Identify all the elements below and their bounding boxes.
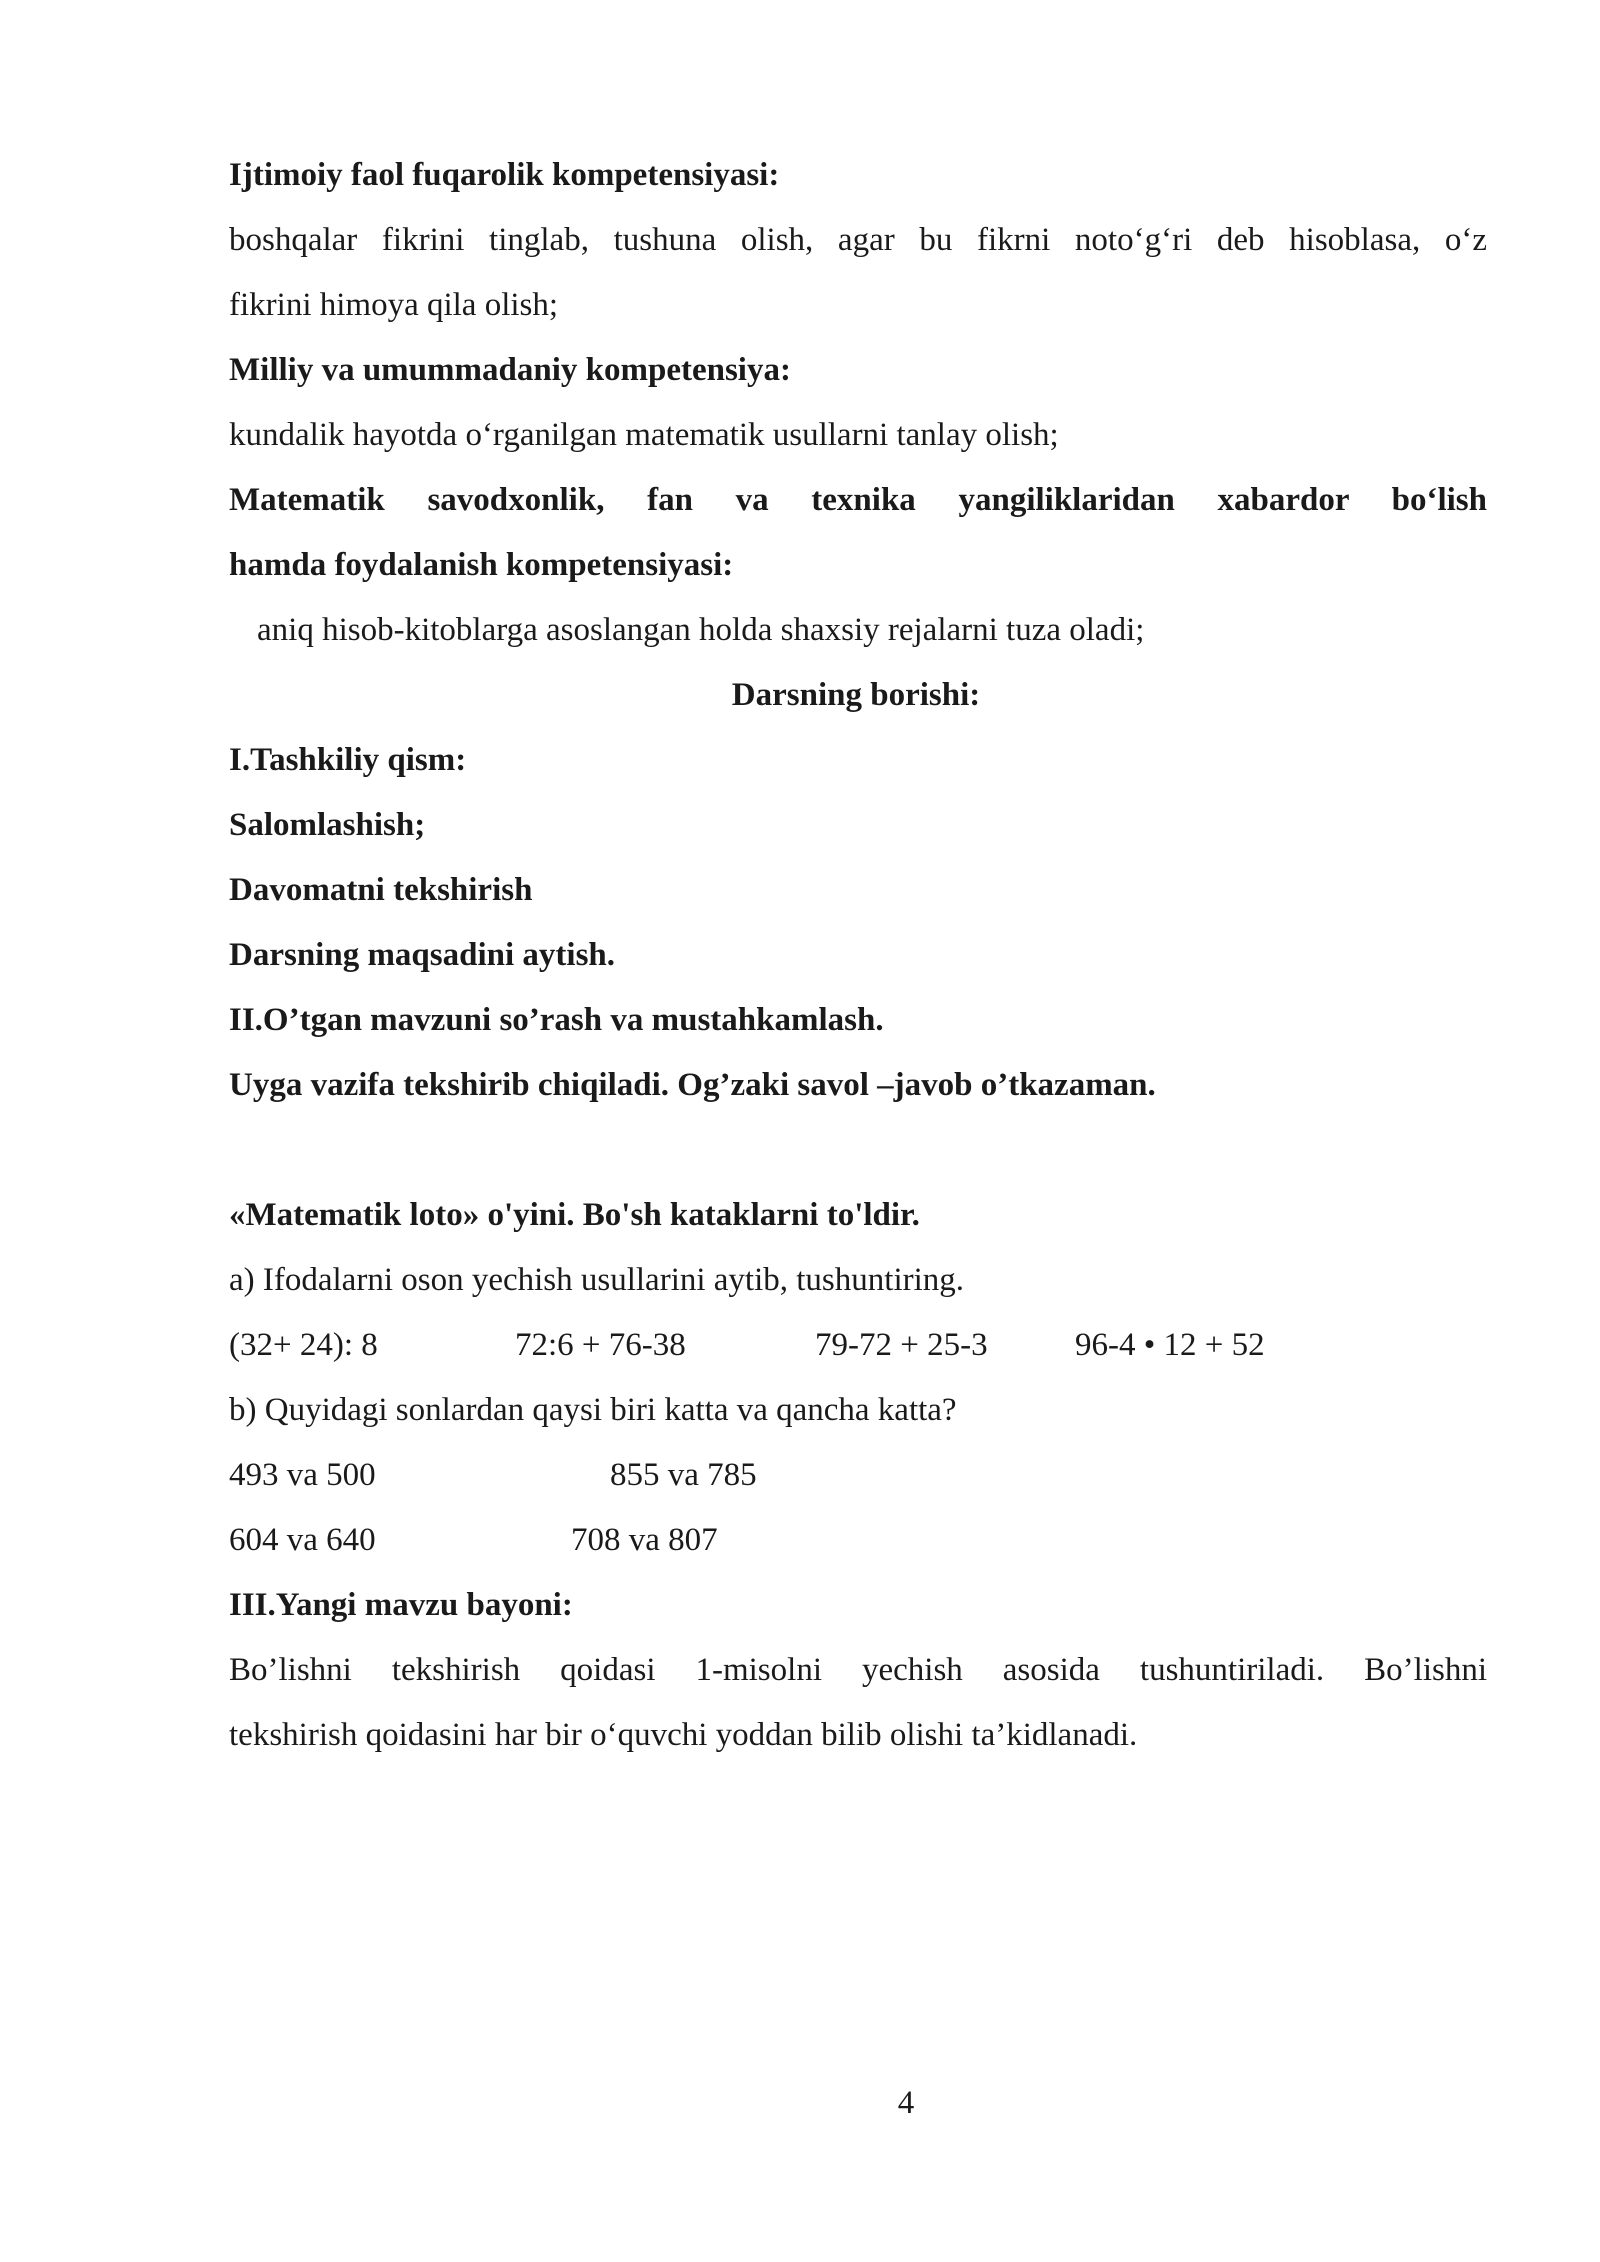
homework-check-text: Uyga vazifa tekshirib chiqiladi. Og’zaki savol –javob o’tkazaman. [229, 1067, 1156, 1103]
new-topic-heading: III.Yangi mavzu bayoni: [229, 1587, 573, 1623]
expression-1: (32+ 24): 8 [229, 1327, 378, 1363]
math-competence-heading-line1: Matematik savodxonlik, fan va texnika yangiliklaridan xabardor bo‘lish [229, 482, 1487, 518]
expression-3: 79-72 + 25-3 [815, 1327, 988, 1363]
task-a-text: a) Ifodalarni oson yechish usullarini aytib, tushuntiring. [229, 1262, 965, 1298]
review-heading: II.O’tgan mavzuni so’rash va mustahkamlash. [229, 1002, 884, 1038]
greeting-item: Salomlashish; [229, 807, 426, 843]
expression-4: 96-4 • 12 + 52 [1075, 1327, 1265, 1363]
lesson-goal-item: Darsning maqsadini aytish. [229, 937, 616, 973]
math-competence-heading-line2: hamda foydalanish kompetensiyasi: [229, 547, 734, 583]
comparison-3: 604 va 640 [229, 1522, 376, 1558]
page-number: 4 [897, 2085, 915, 2121]
civic-competence-heading: Ijtimoiy faol fuqarolik kompetensiyasi: [229, 157, 780, 193]
expression-2: 72:6 + 76-38 [515, 1327, 686, 1363]
civic-competence-text-line2: fikrini himoya qila olish; [229, 287, 559, 323]
comparison-4: 708 va 807 [571, 1522, 718, 1558]
organizational-part-heading: I.Tashkiliy qism: [229, 742, 467, 778]
civic-competence-text-line1: boshqalar fikrini tinglab, tushuna olish, agar bu fikrni noto‘g‘ri deb hisoblasa, o‘z [229, 222, 1487, 258]
national-competence-heading: Milliy va umummadaniy kompetensiya: [229, 352, 791, 388]
task-b-text: b) Quyidagi sonlardan qaysi biri katta va qancha katta? [229, 1392, 957, 1428]
attendance-item: Davomatni tekshirish [229, 872, 533, 908]
comparison-1: 493 va 500 [229, 1457, 376, 1493]
math-competence-text: aniq hisob-kitoblarga asoslangan holda shaxsiy rejalarni tuza oladi; [257, 612, 1145, 648]
new-topic-text-line2: tekshirish qoidasini har bir o‘quvchi yoddan bilib olishi ta’kidlanadi. [229, 1717, 1138, 1753]
lesson-progress-title: Darsning borishi: [731, 677, 981, 713]
national-competence-text: kundalik hayotda o‘rganilgan matematik usullarni tanlay olish; [229, 417, 1059, 453]
comparison-2: 855 va 785 [610, 1457, 757, 1493]
math-loto-heading: «Matematik loto» o'yini. Bo'sh kataklarni to'ldir. [229, 1197, 920, 1233]
new-topic-text-line1: Bo’lishni tekshirish qoidasi 1-misolni yechish asosida tushuntiriladi. Bo’lishni [229, 1652, 1487, 1688]
